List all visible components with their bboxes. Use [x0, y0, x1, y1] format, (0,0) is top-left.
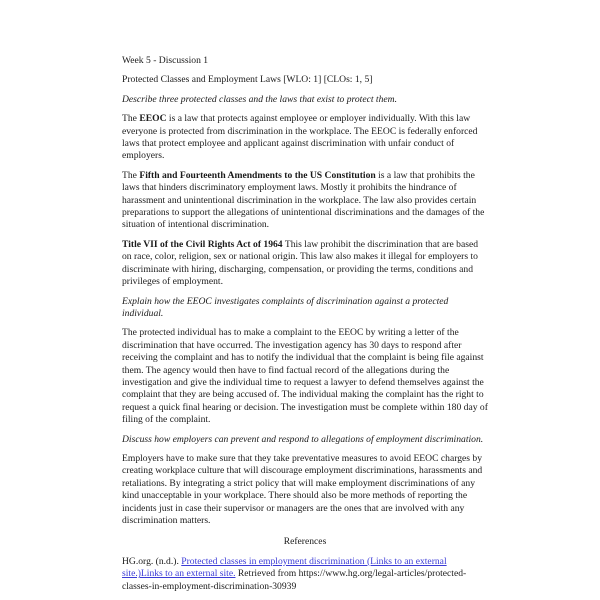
title-vii-term: Title VII of the Civil Rights Act of 1964: [122, 238, 283, 250]
amendments-term: Fifth and Fourteenth Amendments to the US Constitution: [139, 169, 376, 181]
document-header: Week 5 - Discussion 1: [122, 55, 209, 66]
citation-prefix: HG.org. (n.d.).: [122, 555, 182, 567]
paragraph-prevention: Employers have to make sure that they take preventative measures to avoid EEOC charges by creating workplace culture that will discourage employment discriminations, harassments and retaliations. By integrating a strict policy that will make employment discriminations of any kind unacceptable in your workplace. There should also be more methods of reporting the incidents just in case their supervisor or managers are the ones that are involved with any discrimination matters.: [122, 452, 483, 526]
references-heading: References: [283, 536, 327, 548]
paragraph-amendments: [122, 170, 488, 232]
amendments-prefix: The: [122, 169, 140, 181]
paragraph-eeoc: [122, 113, 488, 163]
paragraph-investigation: The protected individual has to make a complaint to the EEOC by writing a letter of the discrimination that have occurred. The investigation agency has 30 days to respond after receiving the complaint and has to notify the individual that the complaint is being file against them. The agency would then have to find factual record of the allegations during the investigation and give the individual time to request a lawyer to defend themselves against the complaint that they are being accused of. The individual making the complaint has the right to request a quick final hearing or decision. The investigation must be complete within 180 day of filing of the complaint.: [122, 327, 488, 426]
document-subheader: Protected Classes and Employment Laws [WLO: 1] [CLOs: 1, 5]: [122, 74, 373, 86]
eeoc-term: EEOC: [139, 113, 167, 125]
reference-citation: [122, 556, 488, 593]
amendments-text: is a law that prohibits the laws that hinders discriminatory employment laws. Mostly it prohibits the hindrance of harassment and unintentional discrimination in the workplace. The law also provides certain preparations to support the allegations of unintentional discriminations and the damages of the situation of intentional discrimination.: [122, 169, 485, 231]
eeoc-prefix: The: [122, 113, 140, 125]
document-page: [122, 55, 488, 600]
eeoc-text: is a law that protects against employee or employer individually. With this law everyone is protected from discrimination in the workplace. The EEOC is federally enforced laws that protect employee and applicant against discrimination with unfair conduct of employers.: [122, 113, 478, 162]
reference-link[interactable]: Protected classes in employment discrimination (Links to an external site.)Links to an external site.: [122, 555, 447, 580]
prompt-protected-classes: Describe three protected classes and the laws that exist to protect them.: [122, 93, 397, 105]
title-vii-text: This law prohibit the discrimination that are based on race, color, religion, sex or national origin. This law also makes it illegal for employers to discriminate with hiring, discharging, compensation, or providing the terms, conditions and privileges of employment.: [122, 238, 478, 288]
prompt-eeoc-investigation: Explain how the EEOC investigates complaints of discrimination against a protected individual.: [122, 295, 449, 319]
paragraph-title-vii: [122, 239, 488, 289]
citation-suffix: Retrieved from https://www.hg.org/legal-articles/protected-classes-in-employment-discrimination-30939: [122, 568, 467, 592]
prompt-prevention: Discuss how employers can prevent and respond to allegations of employment discrimination.: [122, 433, 484, 445]
